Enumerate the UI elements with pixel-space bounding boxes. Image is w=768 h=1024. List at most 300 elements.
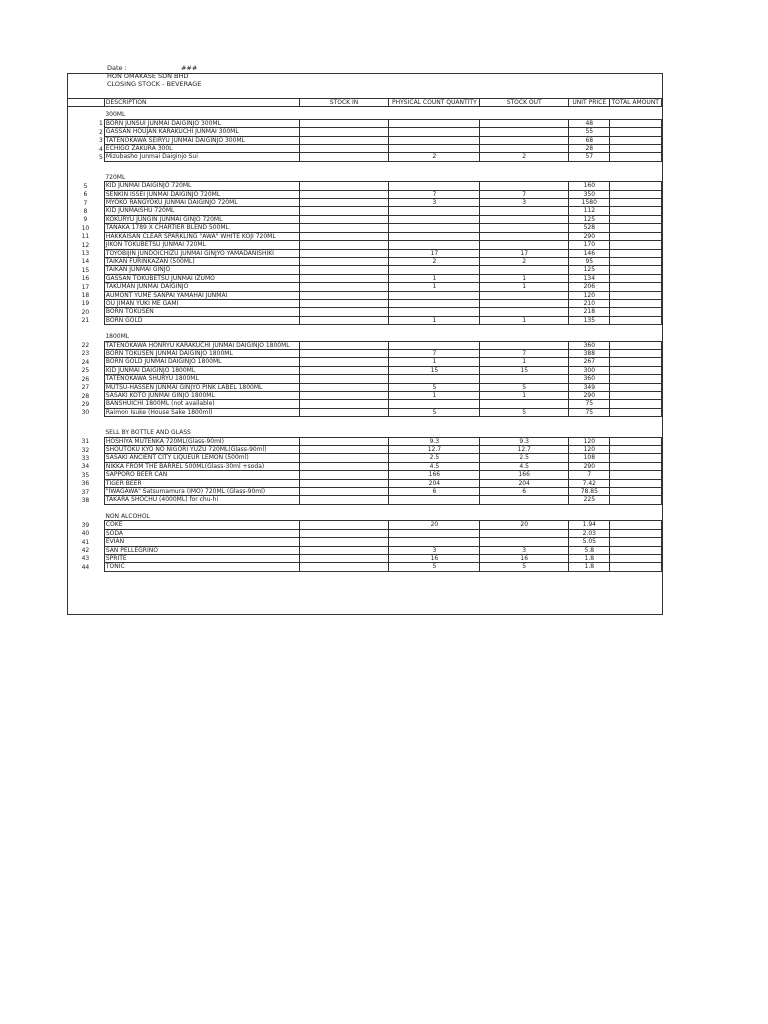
table-row xyxy=(67,383,662,391)
item-total-amount xyxy=(610,257,662,265)
item-total-amount xyxy=(610,454,662,462)
table-row xyxy=(67,153,662,161)
item-physical-count xyxy=(389,266,480,274)
item-total-amount xyxy=(610,128,662,136)
item-total-amount xyxy=(610,366,662,374)
item-stock-out xyxy=(480,119,569,127)
item-physical-count: 2.5 xyxy=(389,454,480,462)
item-stock-out: 166 xyxy=(480,471,569,479)
item-stock-out: 17 xyxy=(480,249,569,257)
table-row xyxy=(67,224,662,232)
item-stock-in xyxy=(299,400,389,408)
item-physical-count xyxy=(389,375,480,383)
item-unit-price: 57 xyxy=(569,153,610,161)
item-unit-price: 1580 xyxy=(569,199,610,207)
item-stock-in xyxy=(299,145,389,153)
item-description: BORN GOLD JUNMAI DAIGINJO 1800ML xyxy=(104,358,299,366)
item-physical-count: 1 xyxy=(389,316,480,324)
item-total-amount xyxy=(610,224,662,232)
item-unit-price: 290 xyxy=(569,392,610,400)
item-total-amount xyxy=(610,408,662,416)
item-stock-out xyxy=(480,224,569,232)
table-row xyxy=(67,266,662,274)
table-row xyxy=(67,215,662,223)
item-unit-price: 68 xyxy=(569,136,610,144)
item-stock-in xyxy=(299,383,389,391)
item-number: 7 xyxy=(83,199,88,207)
item-total-amount xyxy=(610,496,662,504)
item-number: 18 xyxy=(81,292,90,300)
item-stock-out xyxy=(480,400,569,408)
table-row xyxy=(67,207,662,215)
table-row xyxy=(67,341,662,349)
item-physical-count xyxy=(389,241,480,249)
item-total-amount xyxy=(610,358,662,366)
item-number: 38 xyxy=(81,496,90,504)
item-description: GASSAN HOUJAN KARAKUCHI JUNMAI 300ML xyxy=(104,128,299,136)
item-unit-price: 134 xyxy=(569,274,610,282)
stock-table xyxy=(67,98,662,572)
item-physical-count xyxy=(389,182,480,190)
item-physical-count xyxy=(389,291,480,299)
item-stock-out: 7 xyxy=(480,349,569,357)
item-stock-in xyxy=(299,128,389,136)
table-row xyxy=(67,119,662,127)
item-total-amount xyxy=(610,145,662,153)
item-stock-out: 3 xyxy=(480,546,569,554)
item-stock-out xyxy=(480,529,569,537)
item-physical-count: 4.5 xyxy=(389,462,480,470)
item-number: 9 xyxy=(83,216,88,224)
item-stock-out xyxy=(480,496,569,504)
item-number: 30 xyxy=(81,409,90,417)
item-number: 21 xyxy=(81,317,90,325)
table-row xyxy=(67,563,662,571)
item-description: SASAKI ANCIENT CITY LIQUEUR LEMON (500ml) xyxy=(104,454,299,462)
item-total-amount xyxy=(610,462,662,470)
item-stock-in xyxy=(299,366,389,374)
item-total-amount xyxy=(610,119,662,127)
item-number: 24 xyxy=(81,358,90,366)
item-description: AUMONT YUME SANPAI YAMAHAI JUNMAI xyxy=(104,291,299,299)
item-physical-count xyxy=(389,215,480,223)
item-stock-out: 204 xyxy=(480,479,569,487)
item-total-amount xyxy=(610,274,662,282)
item-unit-price: 120 xyxy=(569,291,610,299)
item-physical-count: 1 xyxy=(389,274,480,282)
table-row xyxy=(67,283,662,291)
item-total-amount xyxy=(610,400,662,408)
table-row xyxy=(67,232,662,240)
item-physical-count: 1 xyxy=(389,283,480,291)
item-stock-in xyxy=(299,471,389,479)
item-physical-count: 3 xyxy=(389,199,480,207)
item-physical-count: 2 xyxy=(389,257,480,265)
item-description: KOKURYU JUNGIN JUNMAI GINJO 720ML xyxy=(104,215,299,223)
item-number: 36 xyxy=(81,480,90,488)
item-stock-out: 5 xyxy=(480,408,569,416)
item-stock-out xyxy=(480,207,569,215)
col-unit-price: UNIT PRICE xyxy=(569,99,610,107)
item-unit-price: 1.94 xyxy=(569,521,610,529)
item-unit-price: 95 xyxy=(569,257,610,265)
item-physical-count: 1 xyxy=(389,392,480,400)
item-stock-in xyxy=(299,521,389,529)
item-stock-out: 5 xyxy=(480,383,569,391)
item-description: KID JUNMAI DAIGINJO 720ML xyxy=(104,182,299,190)
item-description: TATENOKAWA SHURYU 1800ML xyxy=(104,375,299,383)
date-row xyxy=(107,64,197,72)
item-unit-price: 225 xyxy=(569,496,610,504)
item-stock-in xyxy=(299,462,389,470)
spacer-row xyxy=(67,504,662,513)
item-physical-count: 17 xyxy=(389,249,480,257)
item-unit-price: 528 xyxy=(569,224,610,232)
item-stock-in xyxy=(299,538,389,546)
item-number: 37 xyxy=(81,488,90,496)
item-stock-out: 6 xyxy=(480,488,569,496)
item-physical-count: 204 xyxy=(389,479,480,487)
item-physical-count xyxy=(389,224,480,232)
table-row xyxy=(67,462,662,470)
item-description: TAIKAN FURINKAZAN (500ML) xyxy=(104,257,299,265)
item-number: 14 xyxy=(81,258,90,266)
item-unit-price: 290 xyxy=(569,232,610,240)
table-row xyxy=(67,136,662,144)
item-stock-out: 2 xyxy=(480,257,569,265)
item-total-amount xyxy=(610,392,662,400)
item-number: 12 xyxy=(81,241,90,249)
section-title-row xyxy=(67,174,662,182)
table-row xyxy=(67,274,662,282)
item-description: BORN TOKUSEN JUNMAI DAIGINJO 1800ML xyxy=(104,349,299,357)
item-unit-price: 55 xyxy=(569,128,610,136)
item-number: 44 xyxy=(81,563,90,571)
item-unit-price: 112 xyxy=(569,207,610,215)
item-stock-out: 1 xyxy=(480,316,569,324)
item-number: 19 xyxy=(81,300,90,308)
spacer-row xyxy=(67,161,662,174)
item-description: HAKKAISAN CLEAR SPARKLING "AWA" WHITE KOJI 720ML xyxy=(104,232,299,240)
item-stock-out xyxy=(480,215,569,223)
item-total-amount xyxy=(610,488,662,496)
item-stock-in xyxy=(299,207,389,215)
col-physical-count: PHYSICAL COUNT QUANTITY xyxy=(389,99,480,107)
table-row xyxy=(67,521,662,529)
item-stock-in xyxy=(299,316,389,324)
item-description: TOYOBIJIN JUNDOICHIZU JUNMAI GINJYO YAMADANISHIKI xyxy=(104,249,299,257)
item-physical-count: 166 xyxy=(389,471,480,479)
table-row xyxy=(67,496,662,504)
item-stock-in xyxy=(299,496,389,504)
item-physical-count: 5 xyxy=(389,383,480,391)
item-unit-price: 267 xyxy=(569,358,610,366)
table-row xyxy=(67,529,662,537)
table-row xyxy=(67,299,662,307)
item-stock-out: 2.5 xyxy=(480,454,569,462)
item-total-amount xyxy=(610,563,662,571)
item-stock-out: 16 xyxy=(480,554,569,562)
table-row xyxy=(67,128,662,136)
item-total-amount xyxy=(610,316,662,324)
item-stock-out: 5 xyxy=(480,563,569,571)
item-stock-in xyxy=(299,266,389,274)
item-stock-out: 12.7 xyxy=(480,446,569,454)
item-unit-price: 125 xyxy=(569,215,610,223)
table-row xyxy=(67,554,662,562)
item-stock-in xyxy=(299,546,389,554)
item-physical-count: 12.7 xyxy=(389,446,480,454)
item-stock-in xyxy=(299,232,389,240)
item-stock-out: 3 xyxy=(480,199,569,207)
item-physical-count xyxy=(389,145,480,153)
item-physical-count xyxy=(389,299,480,307)
item-number: 23 xyxy=(81,350,90,358)
item-description: TAKARA SHOCHU (4000ML) for chu-hi xyxy=(104,496,299,504)
item-stock-out: 1 xyxy=(480,283,569,291)
table-row xyxy=(67,190,662,198)
item-number: 41 xyxy=(81,538,90,546)
item-stock-in xyxy=(299,182,389,190)
item-description: BANSHUICHI 1800ML (not available) xyxy=(104,400,299,408)
item-stock-out: 9.3 xyxy=(480,437,569,445)
item-stock-in xyxy=(299,257,389,265)
item-description: SENKIN ISSEI JUNMAI DAIGINJO 720ML xyxy=(104,190,299,198)
col-description: DESCRIPTION xyxy=(104,99,299,107)
item-number: 1 xyxy=(99,120,103,128)
item-number: 42 xyxy=(81,547,90,554)
item-description: BORN TOKUSEN xyxy=(104,308,299,316)
item-stock-out xyxy=(480,538,569,546)
table-row xyxy=(67,546,662,554)
item-physical-count xyxy=(389,529,480,537)
item-number: 40 xyxy=(81,530,90,538)
item-number: 20 xyxy=(81,308,90,316)
item-stock-in xyxy=(299,119,389,127)
table-row xyxy=(67,471,662,479)
section-title-row xyxy=(67,429,662,437)
item-stock-out xyxy=(480,308,569,316)
item-unit-price: 146 xyxy=(569,249,610,257)
item-total-amount xyxy=(610,299,662,307)
spacer-row xyxy=(67,325,662,334)
item-total-amount xyxy=(610,241,662,249)
item-number: 31 xyxy=(81,438,90,446)
item-number: 2 xyxy=(99,128,103,136)
item-stock-in xyxy=(299,215,389,223)
item-unit-price: 120 xyxy=(569,446,610,454)
item-total-amount xyxy=(610,529,662,537)
item-description: EVIAN xyxy=(104,538,299,546)
table-row xyxy=(67,408,662,416)
item-stock-out: 1 xyxy=(480,274,569,282)
item-stock-out: 2 xyxy=(480,153,569,161)
item-physical-count xyxy=(389,341,480,349)
item-stock-out xyxy=(480,136,569,144)
item-number: 26 xyxy=(81,375,90,383)
item-total-amount xyxy=(610,546,662,554)
item-number: 25 xyxy=(81,367,90,375)
item-stock-out xyxy=(480,128,569,136)
item-unit-price: 108 xyxy=(569,454,610,462)
item-description: MYOKO RANGYOKU JUNMAI DAIGINJO 720ML xyxy=(104,199,299,207)
item-total-amount xyxy=(610,207,662,215)
item-total-amount xyxy=(610,383,662,391)
item-unit-price: 75 xyxy=(569,408,610,416)
item-unit-price: 360 xyxy=(569,375,610,383)
item-stock-out xyxy=(480,241,569,249)
item-stock-out xyxy=(480,341,569,349)
item-description: COKE xyxy=(104,521,299,529)
item-description: KID JUNMAISHU 720ML xyxy=(104,207,299,215)
section-title: 300ML xyxy=(105,111,126,119)
item-number: 22 xyxy=(81,342,90,350)
item-number: 29 xyxy=(81,400,90,408)
item-total-amount xyxy=(610,554,662,562)
item-stock-out xyxy=(480,375,569,383)
item-total-amount xyxy=(610,136,662,144)
table-row xyxy=(67,349,662,357)
item-number: 10 xyxy=(81,224,90,232)
item-number: 32 xyxy=(81,446,90,454)
item-description: HOSHIYA MUTENKA 720ML(Glass-90ml) xyxy=(104,437,299,445)
item-stock-in xyxy=(299,375,389,383)
item-description: BORN GOLD xyxy=(104,316,299,324)
item-stock-in xyxy=(299,299,389,307)
item-stock-in xyxy=(299,274,389,282)
item-stock-out: 1 xyxy=(480,392,569,400)
item-total-amount xyxy=(610,538,662,546)
table-row xyxy=(67,479,662,487)
item-total-amount xyxy=(610,291,662,299)
item-unit-price: 388 xyxy=(569,349,610,357)
item-number: 33 xyxy=(81,454,90,462)
item-description: OU JIMAN YUKI ME GAMI xyxy=(104,299,299,307)
item-total-amount xyxy=(610,479,662,487)
item-description: BORN JUNSUI JUNMAI DAIGINJO 300ML xyxy=(104,119,299,127)
item-unit-price: 349 xyxy=(569,383,610,391)
item-unit-price: 218 xyxy=(569,308,610,316)
item-total-amount xyxy=(610,182,662,190)
item-total-amount xyxy=(610,266,662,274)
section-title: NON ALCOHOL xyxy=(105,512,150,520)
item-unit-price: 7.42 xyxy=(569,479,610,487)
item-number: 17 xyxy=(81,283,90,291)
item-unit-price: 5.8 xyxy=(569,546,610,554)
item-total-amount xyxy=(610,349,662,357)
item-stock-in xyxy=(299,529,389,537)
item-stock-in xyxy=(299,291,389,299)
table-row xyxy=(67,358,662,366)
item-description: TATENOKAWA SEIRYU JUNMAI DAIGINJO 300ML xyxy=(104,136,299,144)
report-title: CLOSING STOCK - BEVERAGE xyxy=(107,80,202,88)
table-row xyxy=(67,241,662,249)
item-stock-in xyxy=(299,408,389,416)
item-stock-out xyxy=(480,291,569,299)
item-unit-price: 5.05 xyxy=(569,538,610,546)
item-total-amount xyxy=(610,190,662,198)
table-row xyxy=(67,400,662,408)
item-total-amount xyxy=(610,437,662,445)
spacer-row xyxy=(67,417,662,430)
item-stock-out xyxy=(480,266,569,274)
item-stock-in xyxy=(299,437,389,445)
item-description: SAN PELLEGRINO xyxy=(104,546,299,554)
item-stock-out xyxy=(480,182,569,190)
item-stock-out xyxy=(480,299,569,307)
section-title-row xyxy=(67,333,662,341)
date-value: ### xyxy=(180,64,198,72)
item-description: TAIKAN JUNMAI GINJO xyxy=(104,266,299,274)
table-row xyxy=(67,437,662,445)
item-number: 3 xyxy=(99,137,103,145)
item-stock-in xyxy=(299,249,389,257)
item-physical-count: 7 xyxy=(389,349,480,357)
item-unit-price: 48 xyxy=(569,119,610,127)
section-title: 720ML xyxy=(105,173,126,181)
item-unit-price: 1.8 xyxy=(569,554,610,562)
col-stock-in: STOCK IN xyxy=(299,99,389,107)
item-physical-count xyxy=(389,400,480,408)
item-unit-price: 7 xyxy=(569,471,610,479)
item-number: 15 xyxy=(81,266,90,274)
item-unit-price: 170 xyxy=(569,241,610,249)
item-description: TONIC xyxy=(104,563,299,571)
item-number: 6 xyxy=(83,191,88,199)
item-physical-count: 16 xyxy=(389,554,480,562)
item-number: 34 xyxy=(81,463,90,471)
item-stock-in xyxy=(299,136,389,144)
item-description: KID JUNMAI DAIGINJO 1800ML xyxy=(104,366,299,374)
item-physical-count: 7 xyxy=(389,190,480,198)
col-total-amount: TOTAL AMOUNT xyxy=(610,99,662,107)
item-description: GASSAN TOKUBETSU JUNMAI IZUMO xyxy=(104,274,299,282)
section-title: SELL BY BOTTLE AND GLASS xyxy=(105,429,191,437)
table-row xyxy=(67,257,662,265)
item-physical-count xyxy=(389,136,480,144)
item-description: TAKUMAN JUNMAI DAIGINJO xyxy=(104,283,299,291)
item-stock-in xyxy=(299,199,389,207)
item-stock-in xyxy=(299,341,389,349)
item-unit-price: 28 xyxy=(569,145,610,153)
item-stock-in xyxy=(299,283,389,291)
item-description: SODA xyxy=(104,529,299,537)
item-unit-price: 75 xyxy=(569,400,610,408)
item-total-amount xyxy=(610,199,662,207)
table-row xyxy=(67,308,662,316)
item-physical-count xyxy=(389,538,480,546)
item-description: SHOUTOKU KYO NO NIGORI YUZU 720ML(Glass-90ml) xyxy=(104,446,299,454)
table-row xyxy=(67,199,662,207)
item-stock-in xyxy=(299,446,389,454)
item-unit-price: 206 xyxy=(569,283,610,291)
item-stock-in xyxy=(299,563,389,571)
table-row xyxy=(67,375,662,383)
item-stock-out xyxy=(480,232,569,240)
item-stock-in xyxy=(299,241,389,249)
table-row xyxy=(67,538,662,546)
item-stock-in xyxy=(299,454,389,462)
item-number: 39 xyxy=(81,521,90,529)
column-header-row xyxy=(67,99,662,107)
item-unit-price: 360 xyxy=(569,341,610,349)
table-row xyxy=(67,366,662,374)
item-physical-count: 6 xyxy=(389,488,480,496)
item-physical-count xyxy=(389,128,480,136)
table-row xyxy=(67,446,662,454)
item-unit-price: 290 xyxy=(569,462,610,470)
item-description: "IWAGAWA" Satsumamura (IMO) 720ML (Glass-90ml) xyxy=(104,488,299,496)
